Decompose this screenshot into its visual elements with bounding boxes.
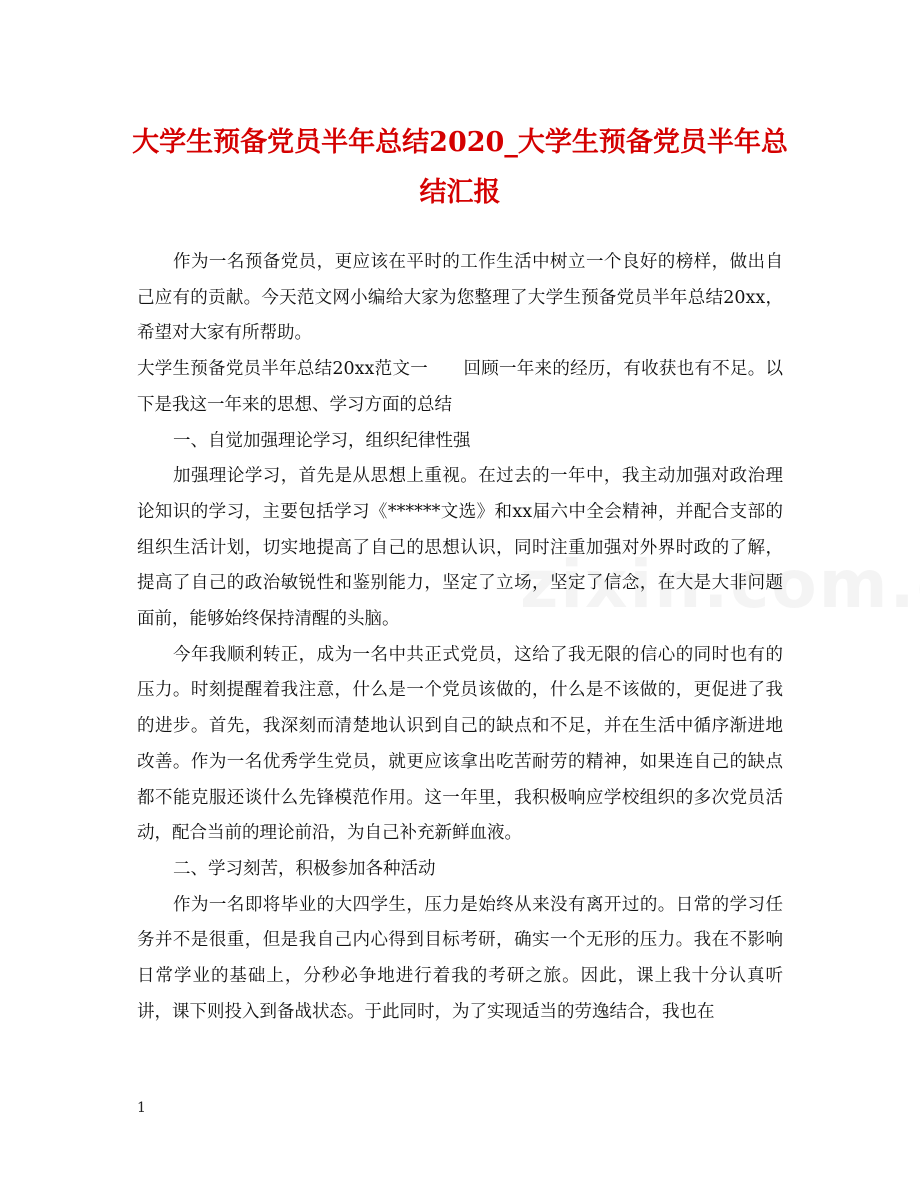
paragraph-subheading-1: 一、自觉加强理论学习，组织纪律性强	[173, 430, 471, 451]
page-number: 1	[137, 1100, 146, 1116]
paragraph-intro: 作为一名预备党员，更应该在平时的工作生活中树立一个良好的榜样，做出自己应有的贡献。今天范文网小编给大家为您整理了大学生预备党员半年总结20xx，希望对大家有所帮助。	[137, 252, 783, 344]
paragraph-formal-member: 今年我顺利转正，成为一名中共正式党员，这给了我无限的信心的同时也有的压力。时刻提醒着我注意，什么是一个党员该做的，什么是不该做的，更促进了我的进步。首先，我深刻而清楚地认识到自己的缺点和不足，并在生活中循序渐进地改善。作为一名优秀学生党员，就更应该拿出吃苦耐劳的精神，如果连自己的缺点都不能克服还谈什么先锋模范作用。这一年里，我积极响应学校组织的多次党员活动，配合当前的理论前沿，为自己补充新鲜血液。	[137, 644, 783, 844]
watermark	[520, 546, 920, 623]
paragraph-subheading-2: 二、学习刻苦，积极参加各种活动	[173, 858, 436, 879]
paragraph-section-heading: 大学生预备党员半年总结20xx范文一 回顾一年来的经历，有收获也有不足。以下是我这一年来的思想、学习方面的总结	[137, 359, 783, 415]
paragraph-study-hard: 作为一名即将毕业的大四学生，压力是始终从来没有离开过的。日常的学习任务并不是很重，但是我自己内心得到目标考研，确实一个无形的压力。我在不影响日常学业的基础上，分秒必争地进行着我的考研之旅。因此，课上我十分认真听讲，课下则投入到备战状态。于此同时，为了实现适当的劳逸结合，我也在	[137, 894, 783, 1022]
document-title: 大学生预备党员半年总结2020_大学生预备党员半年总结汇报	[132, 127, 788, 208]
paragraph-theory-study: 加强理论学习，首先是从思想上重视。在过去的一年中，我主动加强对政治理论知识的学习，主要包括学习《******文选》和xx届六中全会精神，并配合支部的组织生活计划，切实地提高了自己的思想认识，同时注重加强对外界时政的了解，提高了自己的政治敏锐性和鉴别能力，坚定了立场，坚定了信念，在大是大非问题面前，能够始终保持清醒的头脑。	[137, 466, 783, 630]
document-body	[137, 245, 783, 1030]
